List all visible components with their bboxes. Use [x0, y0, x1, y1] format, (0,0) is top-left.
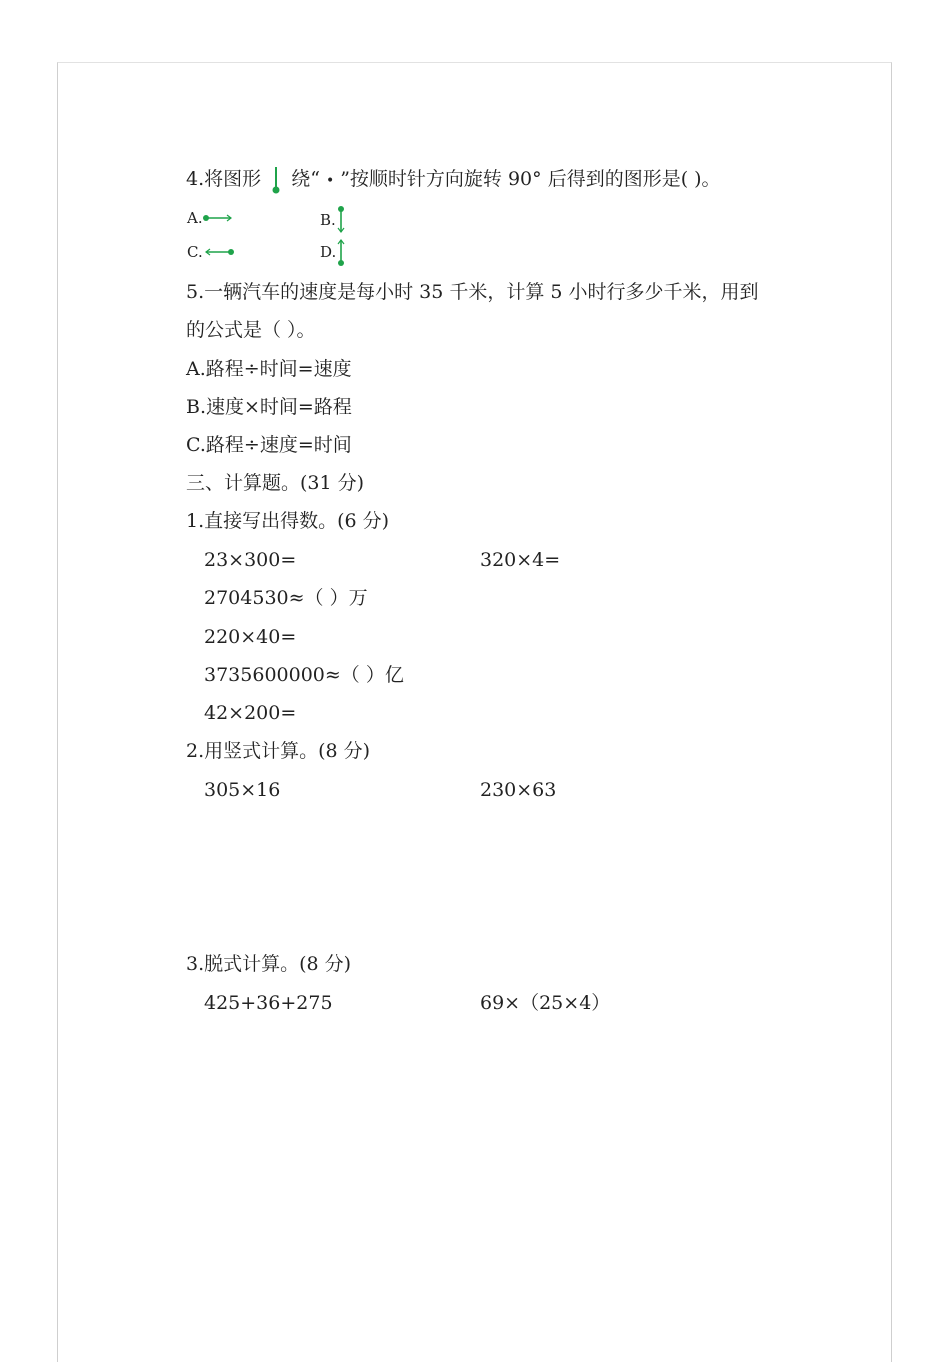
rotation-center-dot: • — [325, 173, 335, 189]
question-4-prefix: 4.将图形 — [186, 168, 262, 190]
option-b[interactable] — [320, 206, 346, 234]
q5-option-c[interactable]: C.路程÷速度=时间 — [186, 434, 352, 456]
option-a-label: A. — [187, 209, 203, 227]
calc-3-item-2: 69×（25×4） — [480, 992, 611, 1014]
calc-1-item-4: 220×40= — [204, 626, 297, 648]
calc-2-item-2: 230×63 — [480, 779, 557, 801]
calc-1-item-1: 23×300= — [204, 549, 297, 571]
question-5-line2: 的公式是（ ）。 — [186, 319, 316, 341]
vertical-segment-icon — [271, 165, 281, 195]
option-c[interactable] — [187, 242, 235, 262]
calc-1-item-3: 2704530≈（ ）万 — [204, 587, 368, 609]
option-b-label: B. — [320, 211, 336, 229]
option-a[interactable] — [187, 208, 235, 228]
q5-option-a[interactable]: A.路程÷时间=速度 — [186, 358, 352, 380]
calc-1-item-5: 3735600000≈（ ）亿 — [204, 664, 404, 686]
question-4-suffix: ”按顺时针方向旋转 90° 后得到的图形是( )。 — [340, 168, 721, 190]
calc-2-item-1: 305×16 — [204, 779, 281, 801]
calc-3-title: 3.脱式计算。(8 分) — [186, 953, 352, 975]
option-d[interactable] — [320, 238, 346, 266]
calc-3-item-1: 425+36+275 — [204, 992, 333, 1014]
option-c-label: C. — [187, 243, 203, 261]
calc-2-title: 2.用竖式计算。(8 分) — [186, 740, 371, 762]
question-4-middle: 绕“ — [291, 168, 320, 190]
page-frame — [57, 62, 892, 1362]
calc-1-item-2: 320×4= — [480, 549, 561, 571]
horizontal-segment-dot-right-icon — [203, 246, 235, 258]
calc-1-title: 1.直接写出得数。(6 分) — [186, 510, 390, 532]
question-4 — [186, 165, 721, 195]
option-d-label: D. — [320, 243, 337, 261]
section-3-title: 三、计算题。(31 分) — [186, 472, 365, 494]
vertical-segment-dot-bottom-icon — [336, 238, 346, 266]
horizontal-segment-dot-left-icon — [203, 212, 235, 224]
q5-option-b[interactable]: B.速度×时间=路程 — [186, 396, 352, 418]
vertical-segment-dot-top-icon — [336, 206, 346, 234]
question-5-line1: 5.一辆汽车的速度是每小时 35 千米，计算 5 小时行多少千米，用到 — [186, 281, 759, 303]
calc-1-item-6: 42×200= — [204, 702, 297, 724]
